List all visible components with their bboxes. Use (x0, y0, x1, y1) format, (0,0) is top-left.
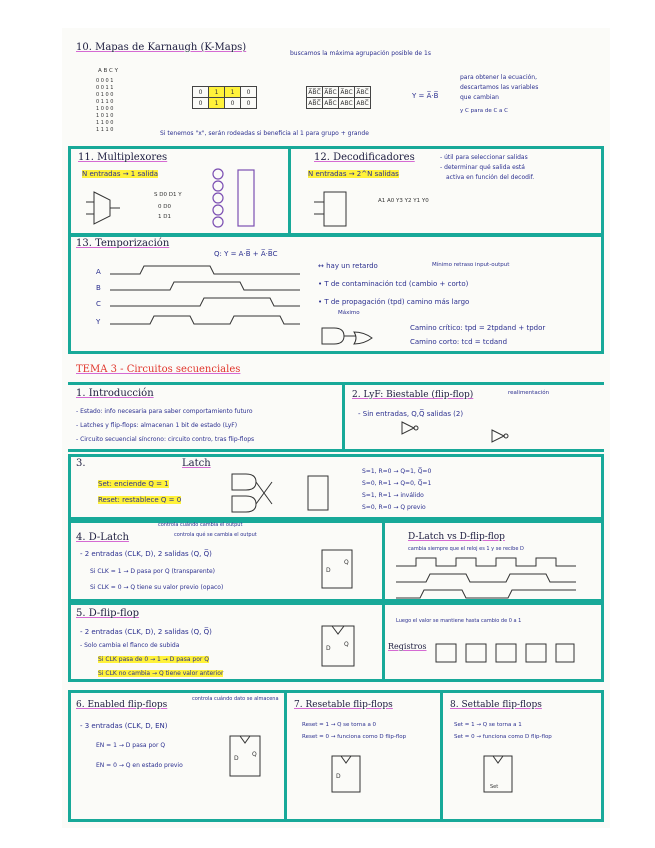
latch-title: Latch (182, 458, 211, 469)
karnaugh-note-right-1: para obtener la ecuación, (460, 74, 537, 81)
decodificadores-subtitle: N entradas → 2^N salidas (308, 170, 399, 178)
dflipflop-line-4: Si CLK no cambia → Q tiene valor anterior (98, 670, 224, 677)
mux-row-0: 0 D0 (158, 204, 171, 210)
decodificadores-note-2: - determinar qué salida está (440, 164, 525, 171)
temporizacion-note-4: Camino crítico: tpd = 2tpdand + tpdor (410, 324, 546, 332)
biestable-title: 2. LyF: Biestable (flip-flop) (352, 390, 474, 400)
svg-text:Q: Q (252, 751, 257, 758)
svg-text:0 1 1 0: 0 1 1 0 (96, 99, 114, 105)
dlatch-line-1: - 2 entradas (CLK, D), 2 salidas (Q, Q̅) (80, 550, 212, 558)
svg-text:1 1 1 0: 1 1 1 0 (96, 127, 114, 133)
introduccion-line-2: - Latches y flip-flops: almacenan 1 bit de estado (LyF) (76, 422, 238, 429)
critical-path-gates (318, 326, 398, 350)
introduccion-line-3: - Circuito secuencial síncrono: circuito contro, tras flip-flops (76, 436, 255, 443)
enabled-line-2: EN = 1 → D pasa por Q (96, 742, 166, 749)
latch-rule-0: S=1, R=0 → Q=1, Q̅=0 (362, 468, 432, 475)
svg-text:1 0 1 0: 1 0 1 0 (96, 113, 114, 119)
karnaugh-truth-table (94, 76, 134, 136)
dlatch-line-3: Si CLK = 0 → Q tiene su valor previo (opaco) (90, 584, 224, 591)
svg-text:Q: Q (344, 559, 349, 566)
settable-title: 8. Settable flip-flops (450, 700, 542, 710)
signal-b: B (96, 284, 101, 292)
dflipflop-line-3: Si CLK pasa de 0 → 1 → D pasa por Q (98, 656, 209, 663)
settable-line-1: Set = 1 → Q se torna a 1 (454, 722, 522, 728)
svg-text:1 0 0 0: 1 0 0 0 (96, 106, 114, 112)
dflipflop-title: 5. D-flip-flop (76, 608, 140, 619)
latch-rule-1: S=0, R=1 → Q=0, Q̅=1 (362, 480, 432, 487)
dlatch-vs-title: D-Latch vs D-flip-flop (408, 532, 505, 542)
svg-text:0 0 0 1: 0 0 0 1 (96, 78, 114, 84)
svg-text:Set: Set (490, 784, 499, 790)
svg-text:0 0 1 1: 0 0 1 1 (96, 85, 114, 91)
mux-row-1: 1 D1 (158, 214, 171, 220)
temporizacion-note-5: Camino corto: tcd = tcdand (410, 338, 508, 346)
karnaugh-map-1: 0 1 1 0 0 1 0 0 (192, 86, 257, 109)
signal-c: C (96, 300, 101, 308)
karnaugh-title: 10. Mapas de Karnaugh (K-Maps) (76, 42, 247, 53)
svg-text:D: D (326, 645, 331, 652)
mux-table-header: S D0 D1 Y (154, 192, 182, 198)
temporizacion-note-3: • T de propagación (tpd) camino más largo (318, 298, 470, 306)
resetable-line-2: Reset = 0 → funciona como D flip-flop (302, 734, 407, 740)
settable-line-2: Set = 0 → funciona como D flip-flop (454, 734, 552, 740)
registros-title: Registros (388, 642, 427, 651)
dlatch-vs-note: cambia siempre que el reloj es 1 y se recibe D (408, 546, 524, 552)
karnaugh-truth-header: A B C Y (98, 68, 118, 74)
bottom-divider-2 (440, 690, 443, 822)
enabled-note: controla cuándo dato se almacena (192, 696, 279, 702)
resetable-symbol (324, 752, 374, 802)
settable-symbol (476, 748, 526, 808)
multiplexores-title: 11. Multiplexores (78, 152, 168, 163)
temporizacion-note-6: Mínimo retraso input-output (432, 262, 510, 268)
karnaugh-note-right-4: y C para de C a C (460, 108, 509, 114)
temporizacion-note-1: ↔ hay un retardo (318, 262, 378, 270)
svg-text:D: D (336, 773, 341, 780)
timing-diagram (110, 264, 300, 340)
karnaugh-note-right-2: descartamos las variables (460, 84, 539, 91)
mux-coil-diagram (208, 164, 278, 234)
decodificadores-title: 12. Decodificadores (314, 152, 415, 163)
enabled-title: 6. Enabled flip-flops (76, 700, 168, 710)
enabled-line-3: EN = 0 → Q en estado previo (96, 762, 183, 769)
karnaugh-expression: Y = A̅·B̅ (412, 92, 439, 100)
dlatch-line-2: Si CLK = 1 → D pasa por Q (transparente) (90, 568, 216, 575)
temporizacion-note-7: Máximo (338, 310, 360, 316)
resetable-title: 7. Resetable flip-flops (294, 700, 393, 710)
svg-text:Q: Q (344, 641, 349, 648)
latch-number: 3. (76, 458, 86, 469)
introduccion-line-1: - Estado: info necesaria para saber comportamiento futuro (76, 408, 253, 415)
temporizacion-formula: Q: Y = A·B̅ + A̅·B̅C (214, 250, 278, 258)
biestable-line-1: - Sin entradas, Q,Q̅ salidas (2) (358, 410, 464, 418)
dlatch-note: controla cuándo cambia el output (158, 522, 243, 528)
temporizacion-title: 13. Temporización (76, 238, 170, 249)
signal-a: A (96, 268, 101, 276)
decodificadores-note-1: - útil para seleccionar salidas (440, 154, 528, 161)
latch-sr-diagram (222, 468, 332, 518)
karnaugh-note-bottom: Si tenemos "x", serán rodeadas si beneficia al 1 para grupo + grande (160, 130, 369, 137)
mux-decoder-divider (288, 146, 291, 236)
latch-rule-3: S=0, R=0 → Q previo (362, 504, 426, 511)
notes-sheet (62, 28, 610, 828)
latch-set: Set: enciende Q = 1 (98, 480, 169, 488)
dflipflop-line-1: - 2 entradas (CLK, D), 2 salidas (Q, Q̅) (80, 628, 212, 636)
intro-divider (342, 382, 345, 452)
karnaugh-note-right-3: que cambian (460, 94, 499, 101)
multiplexores-subtitle: N entradas → 1 salida (82, 170, 159, 178)
registros-diagram (432, 640, 582, 670)
dlatch-vs-note-bottom: Luego el valor se mantiene hasta cambio de 0 a 1 (396, 618, 522, 624)
enabled-line-1: - 3 entradas (CLK, D, EN) (80, 722, 168, 730)
dlatch-title: 4. D-Latch (76, 532, 129, 543)
temporizacion-note-2: • T de contaminación tcd (cambio + corto) (318, 280, 469, 288)
dlatch-symbol (312, 544, 362, 594)
latch-reset: Reset: restablece Q = 0 (98, 496, 182, 504)
signal-y: Y (96, 318, 101, 326)
tema3-title: TEMA 3 - Circuitos secuenciales (76, 364, 241, 375)
resetable-line-1: Reset = 1 → Q se torna a 0 (302, 722, 377, 728)
svg-text:1 1 0 0: 1 1 0 0 (96, 120, 114, 126)
karnaugh-note-top: buscamos la máxima agrupación posible de 1s (290, 50, 431, 57)
svg-text:0 1 0 0: 0 1 0 0 (96, 92, 114, 98)
biestable-note: realimentación (508, 390, 550, 396)
bottom-divider-1 (284, 690, 287, 822)
introduccion-title: 1. Introducción (76, 388, 154, 399)
dflipflop-line-2: - Solo cambia el flanco de subida (80, 642, 180, 649)
enabled-symbol (222, 728, 272, 788)
svg-text:D: D (326, 567, 331, 574)
biestable-diagram (392, 420, 542, 450)
dflipflop-symbol (314, 616, 364, 676)
decoder-symbol (314, 190, 364, 230)
decodificadores-note-3: activa en función del decodif. (446, 174, 535, 181)
decoder-table-header: A1 A0 Y3 Y2 Y1 Y0 (378, 198, 429, 204)
karnaugh-map-2: A̅B̅C̅ A̅B̅C A̅BC A̅BC̅ AB̅C̅ AB̅C ABC ABC̅ (308, 88, 369, 107)
svg-text:D: D (234, 755, 239, 762)
latch-rule-2: S=1, R=1 → inválido (362, 492, 424, 499)
dlatch-note-2: controla qué se cambia el output (174, 532, 257, 538)
